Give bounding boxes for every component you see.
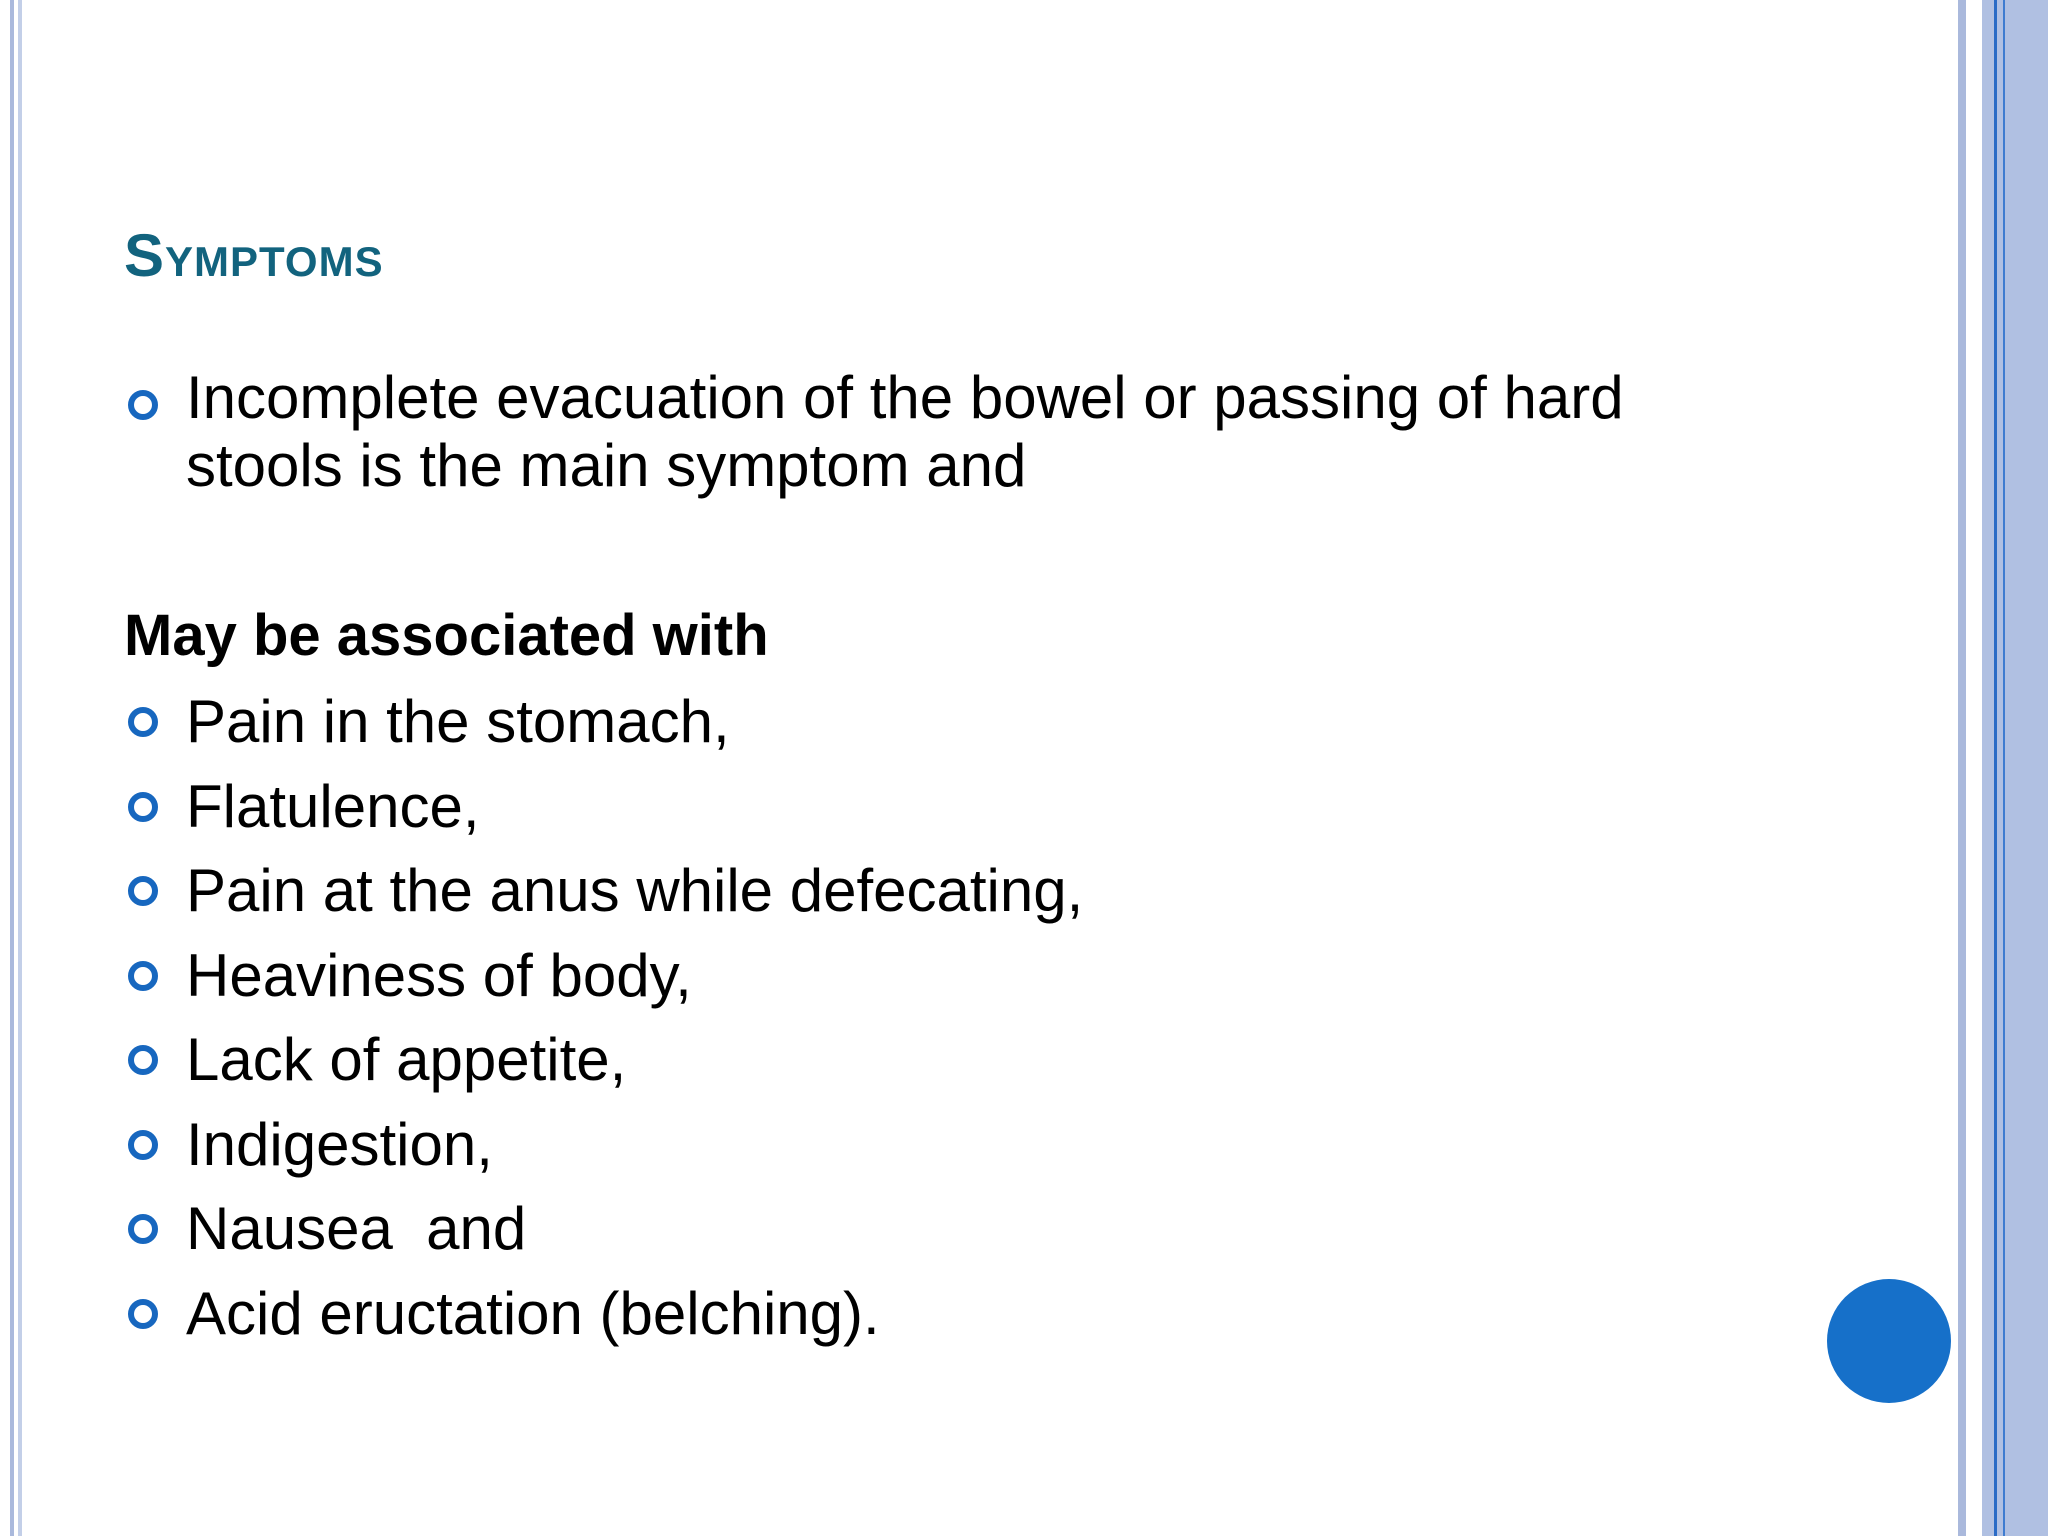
hollow-circle-bullet-icon [128,390,158,420]
right-decorative-band [1982,0,2048,1536]
list-item [124,680,1884,765]
associated-heading: May be associated with [124,603,769,668]
list-item [124,849,1884,934]
list-item-text: Lack of appetite, [186,1026,627,1093]
slide-content [124,364,1884,1356]
hollow-circle-bullet-icon [128,961,158,991]
hollow-circle-bullet-icon [128,1045,158,1075]
list-item [124,1103,1884,1188]
list-item-text: Pain in the stomach, [186,688,730,755]
hollow-circle-bullet-icon [128,1299,158,1329]
hollow-circle-bullet-icon [128,792,158,822]
list-item-text: Flatulence, [186,772,480,840]
hollow-circle-bullet-icon [128,707,158,737]
main-symptom-line-1: Incomplete evacuation of the bowel or passing of hard [186,364,1624,431]
list-item [124,765,1884,850]
right-decorative-line [1994,0,1997,1536]
hollow-circle-bullet-icon [128,1130,158,1160]
right-decorative-gap [1966,0,1982,1536]
list-item-text: Pain at the anus while defecating, [186,857,1084,924]
filled-circle-icon[interactable] [1827,1279,1951,1403]
main-symptom-line-2: stools is the main symptom and [186,432,1027,499]
list-item-text: Heaviness of body, [186,941,692,1009]
list-item-text: Nausea and [186,1195,527,1262]
left-decorative-stripe-inner [18,0,22,1536]
left-decorative-stripe [10,0,14,1536]
right-decorative-line-secondary [2003,0,2005,1536]
slide-title: Symptoms [124,222,384,289]
list-item [124,1272,1884,1357]
main-symptom-item [124,364,1884,500]
list-item [124,1187,1884,1272]
hollow-circle-bullet-icon [128,876,158,906]
list-item-text: Acid eructation (belching). [186,1279,880,1347]
list-item [124,934,1884,1019]
associated-symptoms-list [124,680,1884,1356]
hollow-circle-bullet-icon [128,1214,158,1244]
list-item [124,1018,1884,1103]
right-decorative-edge [1958,0,1966,1536]
list-item-text: Indigestion, [186,1110,493,1178]
